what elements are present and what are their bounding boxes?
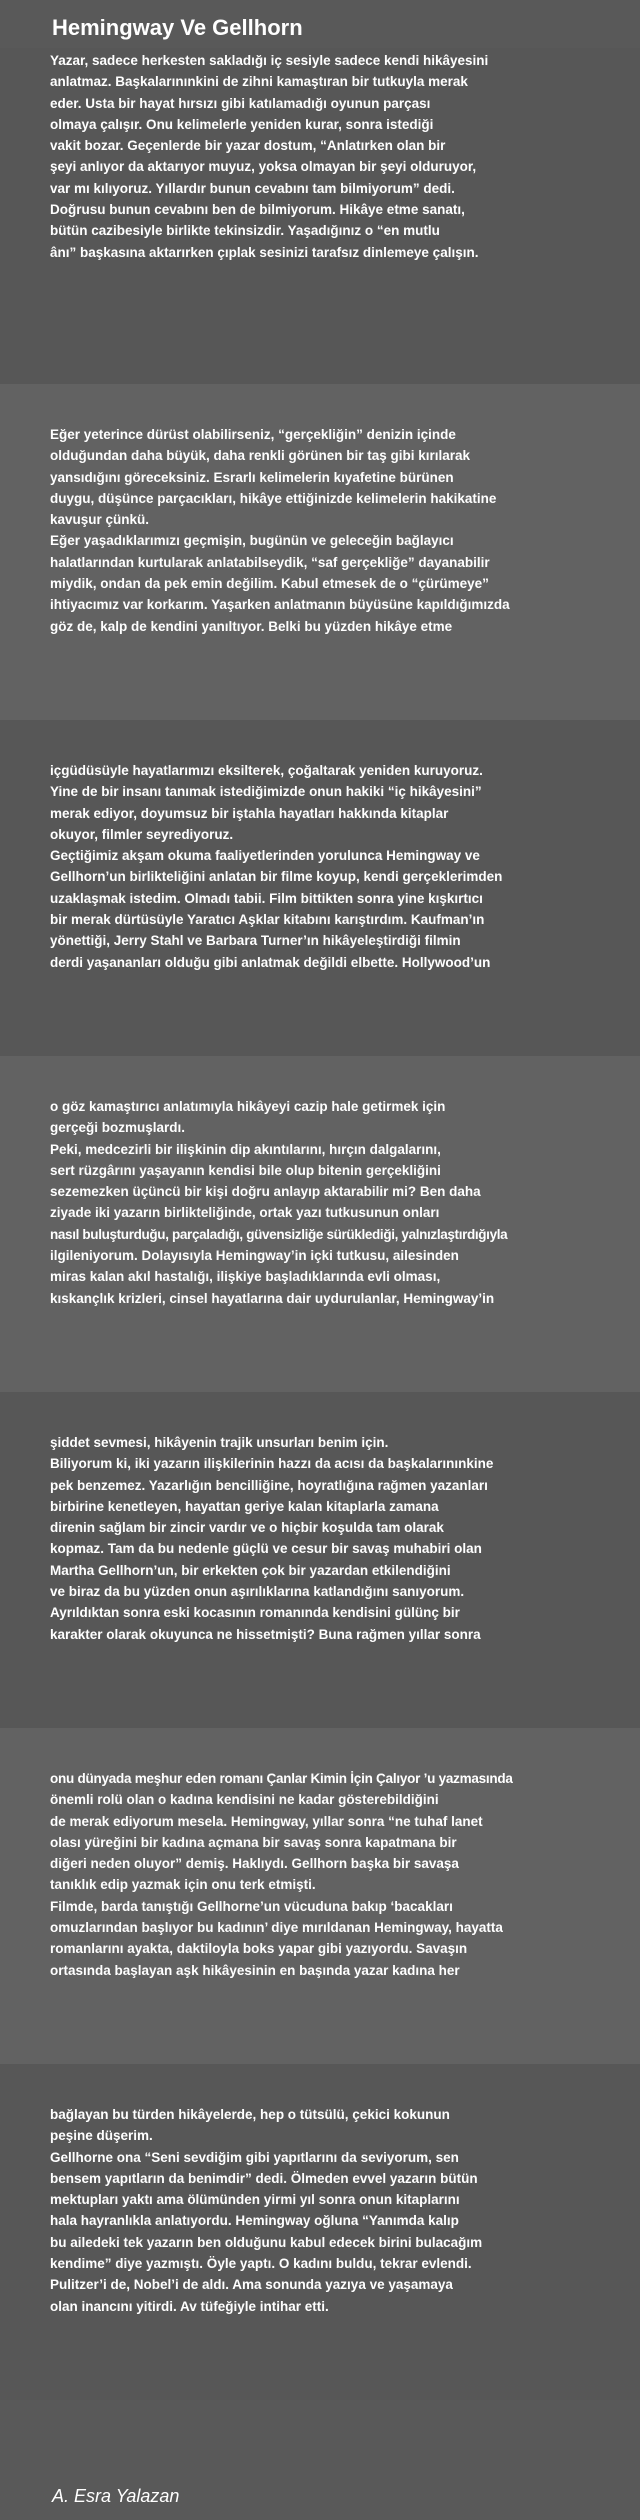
text-line: olan inancını yitirdi. Av tüfeğiyle intihar etti. [50, 2298, 329, 2314]
text-line: Biliyorum ki, iki yazarın ilişkilerinin hazzı da acısı da başkalarınınkine [50, 1456, 494, 1472]
text-line: karakter olarak okuyunca ne hissetmişti? Buna rağmen yıllar sonra [50, 1626, 481, 1642]
text-line: Peki, medcezirli bir ilişkinin dip akıntılarını, hırçın dalgalarını, [50, 1141, 441, 1157]
text-line: okuyor, filmler seyrediyoruz. [50, 826, 234, 842]
text-line: direnin sağlam bir zincir vardır ve o hiçbir koşulda tam olarak [50, 1520, 444, 1536]
poem-title: Hemingway Ve Gellhorn [52, 15, 303, 40]
text-line: Yazar, sadece herkesten sakladığı iç sesiyle sadece kendi hikâyesini [50, 53, 489, 68]
text-line: birbirine kenetleyen, hayattan geriye kalan kitaplarla zamana [50, 1498, 439, 1514]
paragraph-6 [50, 1768, 513, 1981]
text-line: ilgileniyorum. Dolayısıyla Hemingway’in içki tutkusu, ailesinden [50, 1248, 459, 1264]
text-line: içgüdüsüyle hayatlarımızı eksilterek, çoğaltarak yeniden kuruyoruz. [50, 763, 483, 778]
text-line: Ayrıldıktan sonra eski kocasının romanında kendisini gülünç bir [50, 1605, 460, 1621]
text-line: ziyade iki yazarın birlikteliğinde, ortak yazı tutkusunun onları [50, 1205, 440, 1221]
text-line: olası yüreğini bir kadına açmana bir savaş sonra kapatmana bir [50, 1834, 457, 1850]
text-line: ortasında başlayan aşk hikâyesinin en başında yazar kadına her [50, 1962, 460, 1978]
text-line: şeyi anlıyor da aktarıyor muyuz, yoksa olmayan bir şeyi olduruyor, [50, 159, 477, 175]
text-line: sezemezken üçüncü bir kişi doğru anlayıp aktarabilir mi? Ben daha [50, 1184, 481, 1200]
text-line: ânı” başkasına aktarırken çıplak sesinizi tarafsız dinlemeye çalışın. [50, 244, 479, 260]
text-line: o göz kamaştırıcı anlatımıyla hikâyeyi cazip hale getirmek için [50, 1099, 446, 1114]
text-line: duygu, düşünce parçacıkları, hikâye ettiğinizde kelimelerin hakikatine [50, 490, 497, 506]
text-line: mektupları yaktı ama ölümünden yirmi yıl sonra onun kitaplarını [50, 2192, 460, 2208]
text-line: onu dünyada meşhur eden romanı Çanlar Kimin İçin Çalıyor ’u yazmasında [50, 1771, 513, 1786]
text-line: sert rüzgârını yaşayanın kendisi bile olup bitenin gerçekliğini [50, 1162, 441, 1178]
text-line: miydik, ondan da pek emin değilim. Kabul etmesek de o “çürümeye” [50, 576, 489, 592]
text-line: uzaklaşmak istedim. Olmadı tabii. Film bittikten sonra yine kışkırtıcı [50, 890, 483, 906]
text-line: vakit bozar. Geçenlerde bir yazar dostum, “Anlatırken olan bir [50, 138, 446, 154]
text-line: gerçeği bozmuşlardı. [50, 1120, 186, 1136]
text-line: bir merak dürtüsüyle Yaratıcı Aşklar kitabını karıştırdım. Kaufman’ın [50, 912, 485, 928]
text-line: miras kalan akıl hastalığı, ilişkiye başladıklarında evli olması, [50, 1269, 441, 1285]
text-line: önemli rolü olan o kadına kendisini ne kadar gösterebildiğini [50, 1792, 439, 1808]
text-line: Pulitzer’i de, Nobel’i de aldı. Ama sonunda yazıya ve yaşamaya [50, 2277, 453, 2293]
text-line: Geçtiğimiz akşam okuma faaliyetlerinden yorulunca Hemingway ve [50, 848, 480, 864]
paragraph-7 [50, 2104, 482, 2317]
text-line: Martha Gellhorn’un, bir erkekten çok bir yazardan etkilendiğini [50, 1562, 451, 1578]
text-line: derdi yaşananları olduğu gibi anlatmak değildi elbette. Hollywood’un [50, 954, 491, 970]
text-line: anlatmaz. Başkalarınınkini de zihni kamaştıran bir tutkuyla merak [50, 74, 468, 90]
text-line: bütün cazibesiyle birlikte tekinsizdir. Yaşadığınız o “en mutlu [50, 223, 440, 239]
text-line: diğeri neden oluyor” demiş. Haklıydı. Gellhorn başka bir savaşa [50, 1856, 459, 1872]
text-line: bu ailedeki tek yazarın ben olduğunu kabul edecek birini bulacağım [50, 2234, 483, 2250]
text-line: hala hayranlıkla anlatıyordu. Hemingway oğluna “Yanımda kalıp [50, 2213, 459, 2229]
text-line: göz de, kalp de kendini yanıltıyor. Belki bu yüzden hikâye etme [50, 618, 453, 634]
paragraph-1 [50, 50, 488, 263]
text-line: Eğer yeterince dürüst olabilirseniz, “gerçekliğin” denizin içinde [50, 427, 456, 442]
text-line: peşine düşerim. [50, 2128, 153, 2144]
text-line: romanlarını ayakta, daktiloyla boks yapar gibi yazıyordu. Savaşın [50, 1941, 468, 1957]
text-line: Eğer yaşadıklarımızı geçmişin, bugünün ve geleceğin bağlayıcı [50, 533, 454, 549]
text-line: kopmaz. Tam da bu nedenle güçlü ve cesur bir savaş muhabiri olan [50, 1541, 482, 1557]
author-name[interactable]: A. Esra Yalazan [52, 2486, 180, 2506]
paragraph-2 [50, 424, 510, 637]
text-line: Gellhorne ona “Seni sevdiğim gibi yapıtlarını da seviyorum, sen [50, 2149, 459, 2165]
text-line: kendime” diye yazmıştı. Öyle yaptı. O kadını buldu, tekrar evlendi. [50, 2256, 472, 2272]
paragraph-4 [50, 1096, 507, 1309]
text-line: merak ediyor, doyumsuz bir iştahla hayatları hakkında kitaplar [50, 805, 449, 821]
text-line: pek benzemez. Yazarlığın bencilliğine, hoyratlığına rağmen yazanları [50, 1477, 488, 1493]
text-line: kavuşur çünkü. [50, 512, 150, 528]
paragraph-5 [50, 1432, 493, 1645]
text-line: şiddet sevmesi, hikâyenin trajik unsurları benim için. [50, 1435, 389, 1450]
text-line: ihtiyacımız var korkarım. Yaşarken anlatmanın büyüsüne kapıldığımızda [50, 597, 510, 613]
text-line: omuzlarından başlıyor bu kadının’ diye mırıldanan Hemingway, hayatta [50, 1920, 503, 1936]
text-line: yönettiği, Jerry Stahl ve Barbara Turner’ın hikâyeleştirdiği filmin [50, 933, 461, 949]
text-line: tanıklık edip yazmak için onu terk etmişti. [50, 1877, 316, 1893]
text-line: halatlarından kurtularak anlatabilseydik, “saf gerçekliğe” dayanabilir [50, 554, 490, 570]
text-line: eder. Usta bir hayat hırsızı gibi katılamadığı oyunun parçası [50, 95, 431, 111]
text-line: bağlayan bu türden hikâyelerde, hep o tütsülü, çekici kokunun [50, 2107, 450, 2122]
text-line: yansıdığını göreceksiniz. Esrarlı kelimelerin kıyafetine bürünen [50, 469, 454, 485]
text-line: var mı kılıyoruz. Yıllardır bunun cevabını tam bilmiyorum” dedi. [50, 180, 455, 196]
text-line: Yine de bir insanı tanımak istediğimizde onun hakiki “iç hikâyesini” [50, 784, 482, 800]
text-line: Gellhorn’un birlikteliğini anlatan bir filme koyup, kendi gerçeklerimden [50, 869, 503, 885]
paragraph-3 [50, 760, 502, 973]
text-line: bensem yapıtların da benimdir” dedi. Ölmeden evvel yazarın bütün [50, 2170, 478, 2186]
text-line: Filmde, barda tanıştığı Gellhorne’un vücuduna bakıp ‘bacakları [50, 1898, 453, 1914]
text-line: olmaya çalışır. Onu kelimelerle yeniden kurar, sonra istediği [50, 116, 434, 132]
text-line: de merak ediyorum mesela. Hemingway, yıllar sonra “ne tuhaf lanet [50, 1813, 483, 1829]
text-line: olduğundan daha büyük, daha renkli görünen bir taş gibi kırılarak [50, 448, 471, 464]
text-line: kıskançlık krizleri, cinsel hayatlarına dair uydurulanlar, Hemingway’in [50, 1290, 495, 1306]
text-line: Doğrusu bunun cevabını ben de bilmiyorum. Hikâye etme sanatı, [50, 202, 465, 218]
text-line: nasıl buluşturduğu, parçaladığı, güvensizliğe sürüklediği, yalnızlaştırdığıyla [50, 1226, 508, 1242]
text-line: ve biraz da bu yüzden onun aşırılıklarına katlandığını sanıyorum. [50, 1584, 465, 1600]
